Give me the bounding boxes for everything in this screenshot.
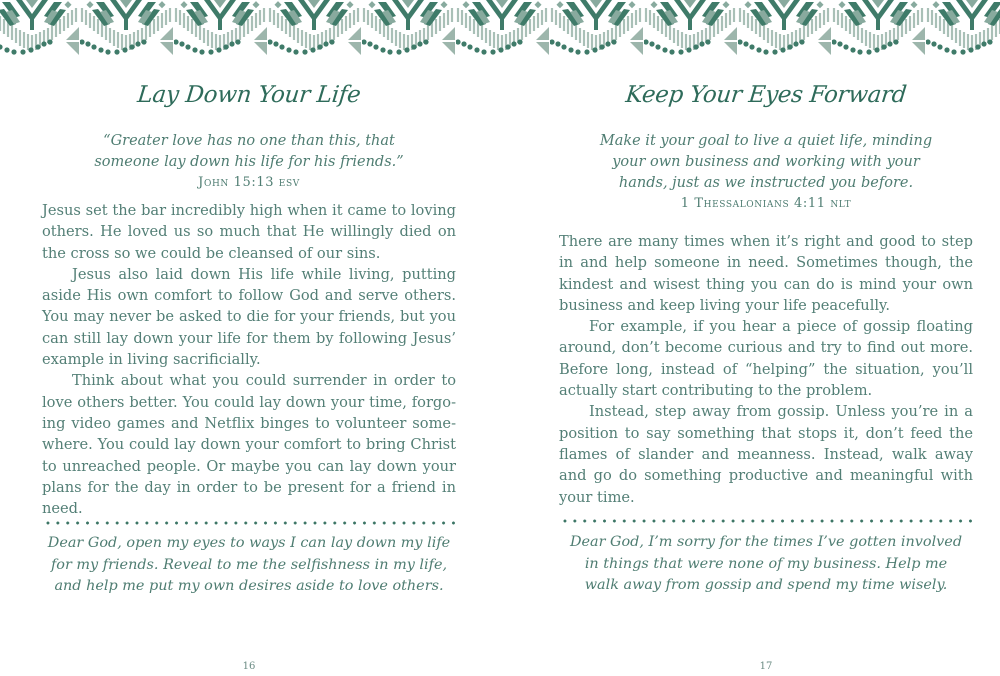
page-title: Keep Your Eyes Forward xyxy=(624,82,908,108)
page-number: 17 xyxy=(759,661,773,672)
prayer-line: Dear God, open my eyes to ways I can lay down my life xyxy=(47,535,451,551)
body-paragraph: There are many times when it’s right and good to step in and help someone in need. Sometimes though, the kindest and wisest thing you can do is mind your own business and keep living your life peacefully. xyxy=(559,233,973,314)
verse-line: “Greater love has no one than this, that xyxy=(103,133,395,149)
devotional-body xyxy=(42,200,456,519)
verse-reference: 1 Thessalonians 4:11 nlt xyxy=(680,196,852,211)
dotted-divider xyxy=(42,521,456,525)
prayer xyxy=(42,533,456,598)
scripture-verse xyxy=(559,131,973,213)
page-title: Lay Down Your Life xyxy=(136,82,362,108)
scripture-verse xyxy=(42,131,456,192)
verse-reference: John 15:13 esv xyxy=(198,175,300,190)
page-number: 16 xyxy=(242,661,256,672)
verse-line: your own business and working with your xyxy=(612,154,920,170)
verse-line: hands, just as we instructed you before. xyxy=(618,175,914,191)
body-paragraph: Jesus set the bar incredibly high when it came to loving others. He loved us so much that He willingly died on the cross so we could be cleansed of our sins. xyxy=(42,202,456,262)
right-page xyxy=(559,58,973,676)
body-paragraph: Think about what you could surrender in order to love others better. You could lay down your time, forgoing video games and Netflix binges to volunteer somewhere. You could lay down your comfort to bring Christ to unreached people. Or maybe you can lay down your plans for the day in order to be present for a friend in need. xyxy=(42,372,456,518)
verse-line: someone lay down his life for his friends.” xyxy=(94,154,404,170)
prayer xyxy=(559,532,973,597)
tribal-pattern-icon xyxy=(0,0,1000,58)
dotted-divider xyxy=(559,519,973,523)
prayer-line: in things that were none of my business. Help me xyxy=(584,555,948,572)
devotional-body xyxy=(559,231,973,508)
prayer-line: walk away from gossip and spend my time wisely. xyxy=(584,577,948,593)
body-paragraph: Jesus also laid down His life while living, putting aside His own comfort to follow God and serve others. You may never be asked to die for your friends, but you can still lay down your life for them by following Jesus’ example in living sacrificially. xyxy=(42,265,456,369)
body-paragraph: Instead, step away from gossip. Unless you’re in a position to say something that stops it, don’t feed the flames of slander and meanness. Instead, walk away and go do something productive and meaningful with your time. xyxy=(559,403,973,506)
prayer-line: and help me put my own desires aside to love others. xyxy=(54,578,444,594)
prayer-line: Dear God, I’m sorry for the times I’ve gotten involved xyxy=(569,534,963,550)
prayer-line: for my friends. Reveal to me the selfishness in my life, xyxy=(50,556,448,573)
top-decorative-border xyxy=(0,0,1000,58)
left-page xyxy=(42,58,456,676)
body-paragraph: For example, if you hear a piece of gossip floating around, don’t become curious and try to find out more. Before long, instead of “helping” the situation, you’ll actually start contributing to the problem. xyxy=(559,318,973,400)
verse-line: Make it your goal to live a quiet life, minding xyxy=(599,133,933,149)
